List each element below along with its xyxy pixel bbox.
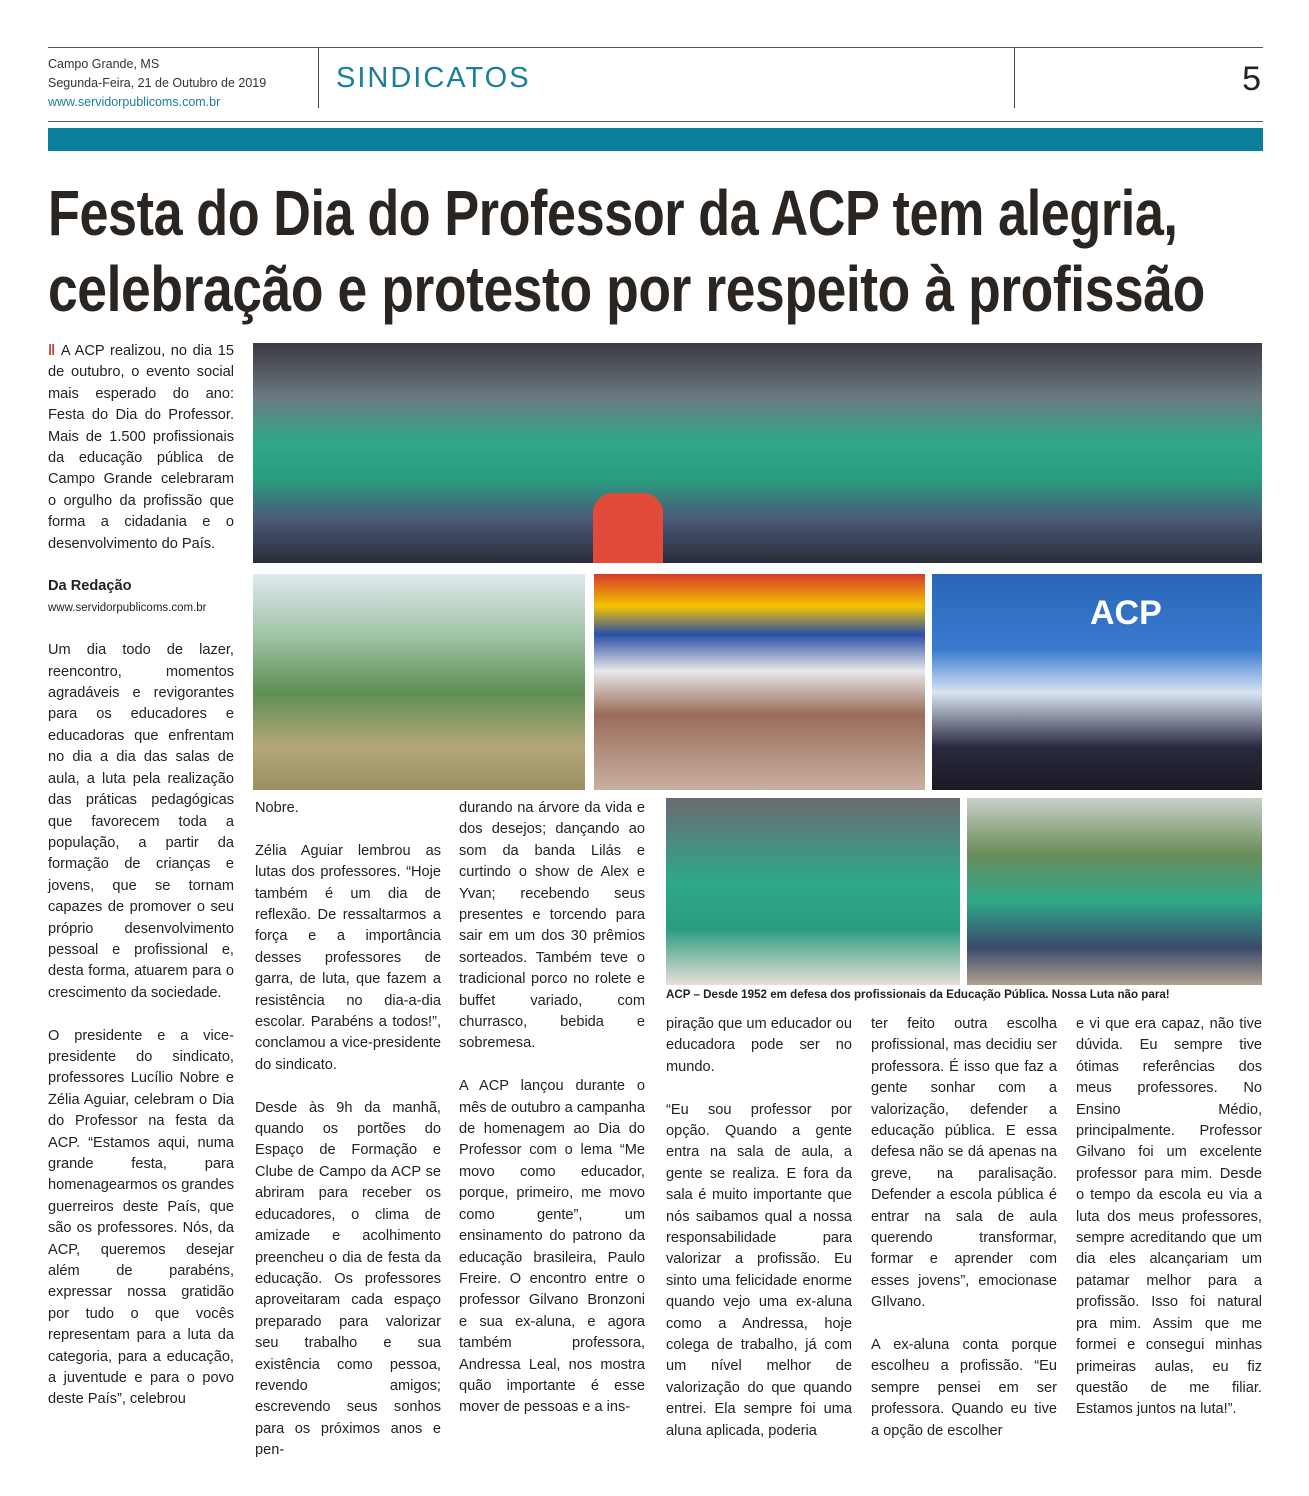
section-title: SINDICATOS xyxy=(336,62,531,94)
paragraph: A ACP lançou durante o mês de outubro a campanha de homenagem ao Dia do Professor com o lema “Me movo como educador, porque, primeiro, me movo como gente”, um ensinamento do patrono da educação brasileira, Paulo Freire. O encontro entre o professor Gilvano Bronzoni e sua ex-aluna, e agora também professora, Andressa Leal, nos mostra quão importante é esse mover de pessoas e a ins- xyxy=(459,1078,645,1416)
article-column-3 xyxy=(459,798,645,1419)
byline-url[interactable]: www.servidorpublicoms.com.br xyxy=(48,601,207,614)
paragraph: ter feito outra escolha profissional, mas decidiu ser professora. É isso que faz a gente sonhar com a valorização, defender a educação pública. E essa defesa não se dá apenas na greve, na paralisação. Defender a escola pública é entrar na sala de aula querendo transformar, formar e aprender com esses jovens”, emocionase GIlvano. xyxy=(871,1016,1057,1311)
city: Campo Grande, MS xyxy=(48,57,160,71)
photo-concert-stage xyxy=(932,574,1262,790)
paragraph: A ex-aluna conta porque escolheu a profissão. “Eu sempre pensei em ser professora. Quando eu tive a opção de escolher xyxy=(871,1337,1057,1439)
paragraph-marker: ‖ xyxy=(48,343,61,359)
paragraph: piração que um educador ou educadora pode ser no mundo. xyxy=(666,1016,852,1075)
section-color-bar xyxy=(48,128,1263,151)
article-column-6 xyxy=(1076,1014,1262,1421)
lead-paragraph xyxy=(48,341,234,555)
header-top-rule xyxy=(48,47,1263,48)
photo-garden xyxy=(253,574,585,790)
headline-line-1: Festa do Dia do Professor da ACP tem alegria, xyxy=(48,177,1178,249)
photo-teachers-prize xyxy=(666,798,960,985)
article-column-1 xyxy=(48,341,234,1411)
photo-group-on-stage xyxy=(253,343,1262,563)
photo-hall-crowd xyxy=(594,574,925,790)
paragraph: “Eu sou professor por opção. Quando a gente entra na sala de aula, a gente se realiza. E fora da sala é muito importante que nós saibamos qual a nossa responsabilidade para valorizar a profissão. Eu sinto uma felicidade enorme quando vejo uma ex-aluna como a Andressa, hoje colega de trabalho, já com um nível melhor de valorização do que quando entrei. Ela sempre foi uma aluna aplicada, poderia xyxy=(666,1101,852,1439)
paragraph: Desde às 9h da manhã, quando os portões do Espaço de Formação e Clube de Campo da ACP se abriram para receber os educadores, o clima de amizade e acolhimento preencheu o dia de festa da educação. Os professores aproveitaram cada espaço preparado para valorizar seu trabalho e sua existência como pessoa, revendo amigos; escrevendo seus sonhos para os próximos anos e pen- xyxy=(255,1099,441,1459)
masthead-meta xyxy=(48,55,266,112)
byline: Da Redação xyxy=(48,578,132,595)
paragraph: Um dia todo de lazer, reencontro, momentos agradáveis e revigorantes para os educadores e educadoras que enfrentam no dia a dia das salas de aula, a luta pela realização das práticas pedagógicas que favorecem toda a população, a partir da formação de crianças e jovens, que se tornam capazes de promover o seu próprio desenvolvimento pessoal e profissional e, desta forma, atuarem para o crescimento da sociedade. xyxy=(48,642,234,1001)
article-column-2 xyxy=(255,798,441,1462)
paragraph: O presidente e a vice-presidente do sindicato, professores Lucílio Nobre e Zélia Aguiar, celebram o Dia do Professor na festa da ACP. “Estamos aqui, numa grande festa, para homenagearmos os grandes guerreiros deste País, que são os professores. Nós, da ACP, queremos desejar além de parabéns, expressar nossa gratidão por tudo o que vocês representam para a luta da categoria, para a educação, a juventude e para o povo deste País”, celebrou xyxy=(48,1027,234,1408)
article-column-5 xyxy=(871,1014,1057,1442)
divider xyxy=(1014,48,1015,108)
website-link[interactable]: www.servidorpublicoms.com.br xyxy=(48,95,221,109)
article-column-4 xyxy=(666,1014,852,1442)
headline-line-2: celebração e protesto por respeito à profissão xyxy=(48,253,1205,325)
divider xyxy=(318,48,319,108)
page-number: 5 xyxy=(1242,60,1261,98)
photo-caption: ACP – Desde 1952 em defesa dos profissionais da Educação Pública. Nossa Luta não para! xyxy=(666,988,1170,1001)
photo-group-outdoors xyxy=(967,798,1262,985)
paragraph: durando na árvore da vida e dos desejos; dançando ao som da banda Lilás e curtindo o show de Alex e Yvan; recebendo seus presentes e torcendo para sair em um dos 30 prêmios sorteados. Também teve o tradicional porco no rolete e buffet variado, com churrasco, bebida e sobremesa. xyxy=(459,800,645,1052)
paragraph: Nobre. xyxy=(255,800,299,816)
lead-text: A ACP realizou, no dia 15 de outubro, o evento social mais esperado do ano: Festa do Dia do Professor. Mais de 1.500 profissionais da educação pública de Campo Grande celebraram o orgulho da profissão que forma a cidadania e o desenvolvimento do País. xyxy=(48,343,234,552)
paragraph: Zélia Aguiar lembrou as lutas dos professores. “Hoje também é um dia de reflexão. De ressaltarmos a força e a importância desses professores de garra, de luta, que fazem a resistência no dia-a-dia escolar. Parabéns a todos!”, conclamou a vice-presidente do sindicato. xyxy=(255,842,441,1073)
acp-logo: ACP xyxy=(1090,594,1162,632)
paragraph: e vi que era capaz, não tive dúvida. Eu sempre tive ótimas referências dos meus professores. No Ensino Médio, principalmente. Professor Gilvano foi um excelente professor para mim. Desde o tempo da escola eu via a luta dos meus professores, sempre acreditando que um dia eles alcançariam um patamar melhor para a profissão. Isso foi natural pra mim. Assim que me formei e consegui minhas primeiras aulas, eu fiz questão de me filiar. Estamos juntos na luta!”. xyxy=(1076,1016,1262,1418)
header-bottom-rule xyxy=(48,121,1263,122)
date: Segunda-Feira, 21 de Outubro de 2019 xyxy=(48,76,267,90)
